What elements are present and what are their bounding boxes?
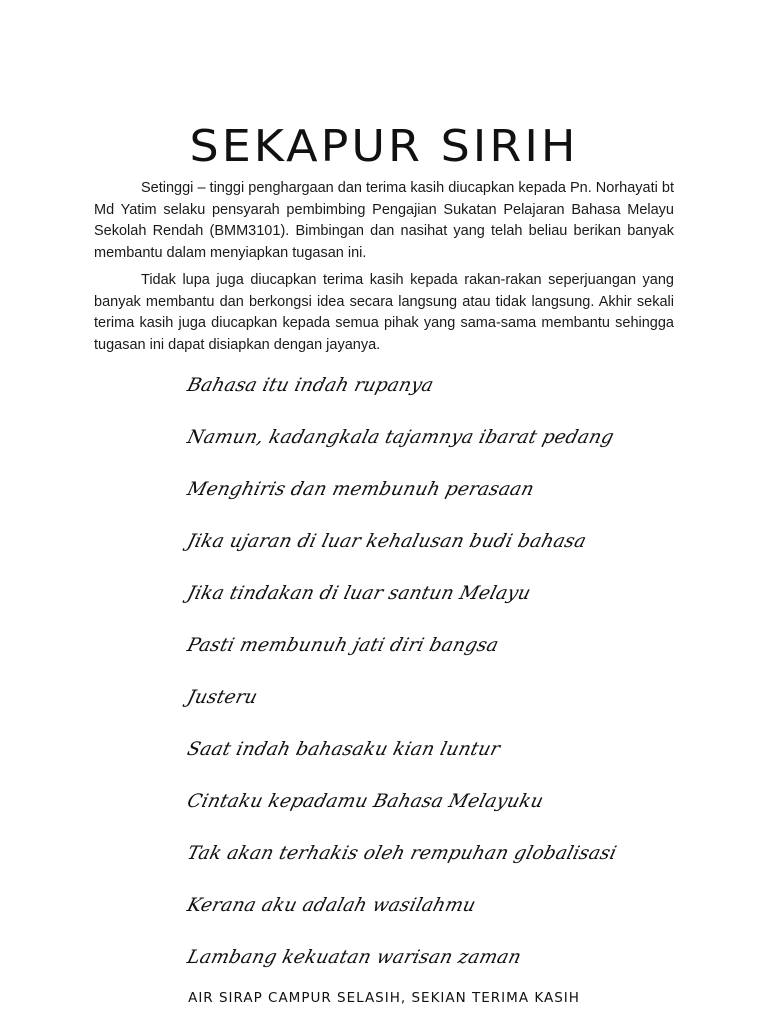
page-title: SEKAPUR SIRIH — [189, 120, 579, 172]
closing-line: AIR SIRAP CAMPUR SELASIH, SEKIAN TERIMA KASIH — [188, 990, 580, 1006]
poem-line: Tak akan terhakis oleh rempuhan globalisasi — [185, 843, 619, 864]
poem-line: Justeru — [185, 687, 260, 708]
paragraph-text: Setinggi – tinggi penghargaan dan terima kasih diucapkan kepada Pn. Norhayati bt Md Yatim selaku pensyarah pembimbing Pengajian Sukatan Pelajaran Bahasa Melayu Sekolah Rendah (BMM3101). Bimbingan dan nasihat yang telah beliau berikan banyak membantu dalam menyiapkan tugasan ini. — [94, 180, 674, 261]
poem-line: Bahasa itu indah rupanya — [185, 375, 436, 396]
poem-line: Lambang kekuatan warisan zaman — [185, 947, 524, 968]
poem-line: Jika tindakan di luar santun Melayu — [185, 583, 533, 604]
poem-line: Kerana aku adalah wasilahmu — [185, 895, 478, 916]
paragraph-text: Tidak lupa juga diucapkan terima kasih kepada rakan-rakan seperjuangan yang banyak membantu dan berkongsi idea secara langsung atau tidak langsung. Akhir sekali terima kasih juga diucapkan kepada semua pihak yang sama-sama membantu sehingga tugasan ini dapat disiapkan dengan jayanya. — [94, 272, 674, 353]
poem-line: Saat indah bahasaku kian luntur — [185, 739, 503, 760]
poem-line: Namun, kadangkala tajamnya ibarat pedang — [185, 427, 616, 448]
poem-line: Pasti membunuh jati diri bangsa — [185, 635, 501, 656]
poem — [186, 366, 706, 990]
acknowledgement-paragraph-2 — [94, 270, 674, 356]
poem-line: Cintaku kepadamu Bahasa Melayuku — [185, 791, 546, 812]
poem-line: Jika ujaran di luar kehalusan budi bahasa — [185, 531, 589, 552]
poem-line: Menghiris dan membunuh perasaan — [185, 479, 537, 500]
acknowledgement-paragraph-1 — [94, 178, 674, 264]
